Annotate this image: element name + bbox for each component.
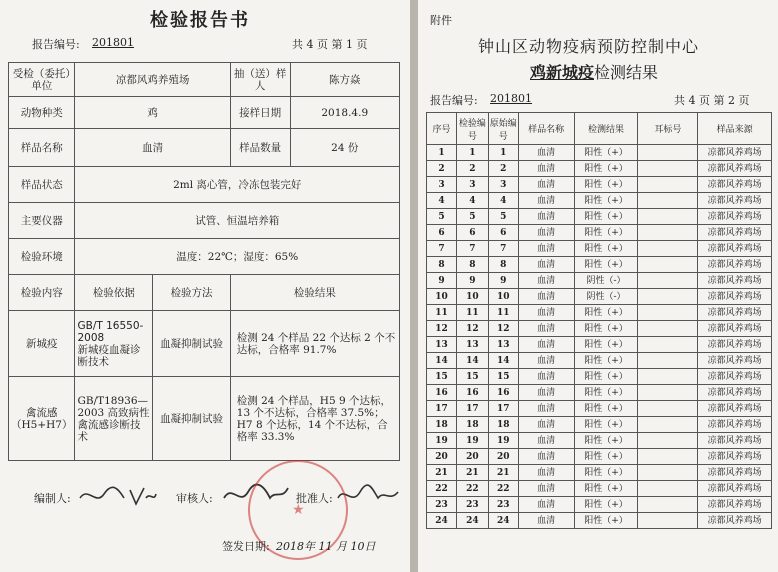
results-table [426, 112, 772, 529]
cell-index: 14 [427, 353, 457, 369]
cell-original-no: 22 [488, 481, 518, 497]
cell-result: 阳性（+） [574, 369, 638, 385]
cell-source: 凉都风养鸡场 [698, 177, 772, 193]
cell-index: 12 [427, 321, 457, 337]
cell-source: 凉都风养鸡场 [698, 497, 772, 513]
cell-source: 凉都风养鸡场 [698, 465, 772, 481]
table-row [427, 193, 772, 209]
header-sample-name: 样品名称 [518, 113, 574, 145]
result-title-rest: 检测结果 [594, 63, 659, 82]
report-title: 检验报告书 [150, 10, 250, 31]
cell-source: 凉都风养鸡场 [698, 481, 772, 497]
cell-index: 1 [427, 145, 457, 161]
cell-source: 凉都风养鸡场 [698, 209, 772, 225]
cell-test-no: 4 [456, 193, 488, 209]
table-row [427, 481, 772, 497]
cell-sample-name: 血清 [518, 401, 574, 417]
cell-index: 10 [427, 289, 457, 305]
cell-index: 21 [427, 465, 457, 481]
sample-qty-value: 24 份 [290, 129, 399, 167]
cell-sample-name: 血清 [518, 193, 574, 209]
cell-index: 23 [427, 497, 457, 513]
report-page-2 [418, 0, 778, 572]
reviewer-label: 审核人: [176, 492, 213, 505]
cell-result: 阳性（+） [574, 481, 638, 497]
cell-result: 阴性（-） [574, 289, 638, 305]
cell-test-no: 21 [456, 465, 488, 481]
cell-original-no: 19 [488, 433, 518, 449]
sampler-label: 抽（送）样人 [230, 63, 290, 97]
cell-ear-tag [638, 401, 698, 417]
cell-test-no: 23 [456, 497, 488, 513]
cell-source: 凉都风养鸡场 [698, 193, 772, 209]
cell-source: 凉都风养鸡场 [698, 161, 772, 177]
table-row [427, 465, 772, 481]
cell-test-no: 13 [456, 337, 488, 353]
cell-result: 阳性（+） [574, 513, 638, 529]
cell-ear-tag [638, 353, 698, 369]
cell-original-no: 20 [488, 449, 518, 465]
header-index: 序号 [427, 113, 457, 145]
cell-result: 阳性（+） [574, 225, 638, 241]
approver-label: 批准人: [296, 492, 333, 505]
cell-original-no: 23 [488, 497, 518, 513]
date-label: 接样日期 [230, 97, 290, 129]
cell-index: 22 [427, 481, 457, 497]
cell-source: 凉都风养鸡场 [698, 305, 772, 321]
cell-test-no: 8 [456, 257, 488, 273]
cell-result: 阳性（+） [574, 353, 638, 369]
cell-ear-tag [638, 305, 698, 321]
env-label: 检验环境 [9, 239, 75, 275]
cell-sample-name: 血清 [518, 321, 574, 337]
cell-sample-name: 血清 [518, 209, 574, 225]
cell-result: 阳性（+） [574, 337, 638, 353]
cell-result: 阳性（+） [574, 321, 638, 337]
cell-sample-name: 血清 [518, 465, 574, 481]
cell-ear-tag [638, 417, 698, 433]
cell-ear-tag [638, 225, 698, 241]
cell-original-no: 4 [488, 193, 518, 209]
cell-original-no: 8 [488, 257, 518, 273]
cell-result: 阳性（+） [574, 417, 638, 433]
cell-sample-name: 血清 [518, 417, 574, 433]
table-row [427, 305, 772, 321]
cell-index: 11 [427, 305, 457, 321]
header-test-no: 检验编号 [456, 113, 488, 145]
test-content: 新城疫 [9, 311, 75, 377]
cell-index: 17 [427, 401, 457, 417]
cell-original-no: 6 [488, 225, 518, 241]
cell-index: 15 [427, 369, 457, 385]
cell-sample-name: 血清 [518, 481, 574, 497]
cell-index: 19 [427, 433, 457, 449]
cell-test-no: 9 [456, 273, 488, 289]
table-row [427, 161, 772, 177]
cell-sample-name: 血清 [518, 369, 574, 385]
cell-source: 凉都风养鸡场 [698, 241, 772, 257]
cell-sample-name: 血清 [518, 225, 574, 241]
test-basis-desc: 新城疫血凝诊断技术 [77, 343, 141, 368]
page-info: 共 4 页 第 2 页 [674, 94, 750, 107]
cell-source: 凉都风养鸡场 [698, 369, 772, 385]
cell-source: 凉都风养鸡场 [698, 353, 772, 369]
cell-result: 阳性（+） [574, 257, 638, 273]
cell-test-no: 15 [456, 369, 488, 385]
page-info: 共 4 页 第 1 页 [292, 38, 368, 51]
cell-result: 阳性（+） [574, 497, 638, 513]
cell-test-no: 18 [456, 417, 488, 433]
table-row [427, 177, 772, 193]
cell-source: 凉都风养鸡场 [698, 337, 772, 353]
cell-ear-tag [638, 433, 698, 449]
cell-test-no: 6 [456, 225, 488, 241]
table-row [427, 337, 772, 353]
cell-ear-tag [638, 513, 698, 529]
cell-sample-name: 血清 [518, 289, 574, 305]
cell-sample-name: 血清 [518, 257, 574, 273]
cell-original-no: 16 [488, 385, 518, 401]
cell-source: 凉都风养鸡场 [698, 289, 772, 305]
header-basis: 检验依据 [75, 275, 153, 311]
cell-sample-name: 血清 [518, 337, 574, 353]
cell-sample-name: 血清 [518, 497, 574, 513]
cell-result: 阳性（+） [574, 401, 638, 417]
editor-label: 编制人: [34, 492, 71, 505]
cell-test-no: 10 [456, 289, 488, 305]
cell-index: 5 [427, 209, 457, 225]
species-label: 动物种类 [9, 97, 75, 129]
result-title-disease: 鸡新城疫 [530, 63, 595, 82]
center-title: 钟山区动物疫病预防控制中心 [478, 37, 700, 56]
header-result: 检测结果 [574, 113, 638, 145]
table-row [427, 385, 772, 401]
cell-original-no: 3 [488, 177, 518, 193]
table-row [427, 273, 772, 289]
cell-source: 凉都风养鸡场 [698, 385, 772, 401]
cell-test-no: 11 [456, 305, 488, 321]
test-basis-code: GB/T 16550-2008 [77, 319, 144, 344]
cell-result: 阳性（+） [574, 385, 638, 401]
cell-ear-tag [638, 177, 698, 193]
cell-index: 18 [427, 417, 457, 433]
cell-result: 阳性（+） [574, 305, 638, 321]
cell-index: 13 [427, 337, 457, 353]
cell-original-no: 13 [488, 337, 518, 353]
cell-original-no: 14 [488, 353, 518, 369]
cell-ear-tag [638, 481, 698, 497]
cell-test-no: 16 [456, 385, 488, 401]
test-result: 检测 24 个样品，H5 9 个达标，13 个不达标，合格率 37.5%；H7 8 个达标，14 个不达标，合格率 33.3% [230, 377, 399, 461]
cell-sample-name: 血清 [518, 385, 574, 401]
cell-sample-name: 血清 [518, 161, 574, 177]
instrument-label: 主要仪器 [9, 203, 75, 239]
env-value: 温度：22℃；湿度：65% [75, 239, 400, 275]
cell-ear-tag [638, 337, 698, 353]
cell-sample-name: 血清 [518, 145, 574, 161]
instrument-value: 试管、恒温培养箱 [75, 203, 400, 239]
cell-source: 凉都风养鸡场 [698, 433, 772, 449]
test-basis: GB/T18936—2003 高致病性禽流感诊断技术 [75, 377, 153, 461]
sampler-value: 陈方焱 [290, 63, 399, 97]
table-row [427, 321, 772, 337]
table-row [427, 497, 772, 513]
cell-index: 6 [427, 225, 457, 241]
cell-source: 凉都风养鸡场 [698, 225, 772, 241]
sample-name-value: 血清 [75, 129, 230, 167]
table-row [427, 209, 772, 225]
cell-index: 16 [427, 385, 457, 401]
cell-result: 阳性（+） [574, 433, 638, 449]
header-source: 样品来源 [698, 113, 772, 145]
cell-result: 阴性（-） [574, 273, 638, 289]
cell-ear-tag [638, 465, 698, 481]
table-row [427, 241, 772, 257]
cell-test-no: 19 [456, 433, 488, 449]
cell-test-no: 14 [456, 353, 488, 369]
test-basis [75, 311, 153, 377]
cell-source: 凉都风养鸡场 [698, 449, 772, 465]
test-method: 血凝抑制试验 [153, 311, 230, 377]
cell-source: 凉都风养鸡场 [698, 417, 772, 433]
state-label: 样品状态 [9, 167, 75, 203]
cell-original-no: 17 [488, 401, 518, 417]
table-row [427, 369, 772, 385]
cell-source: 凉都风养鸡场 [698, 257, 772, 273]
cell-ear-tag [638, 241, 698, 257]
cell-test-no: 3 [456, 177, 488, 193]
table-row [427, 353, 772, 369]
cell-original-no: 24 [488, 513, 518, 529]
cell-original-no: 21 [488, 465, 518, 481]
species-value: 鸡 [75, 97, 230, 129]
cell-original-no: 12 [488, 321, 518, 337]
header-result: 检验结果 [230, 275, 399, 311]
annex-label: 附件 [430, 14, 452, 27]
sign-date-label: 签发日期: [222, 540, 270, 553]
sample-name-label: 样品名称 [9, 129, 75, 167]
cell-sample-name: 血清 [518, 241, 574, 257]
cell-index: 20 [427, 449, 457, 465]
cell-ear-tag [638, 289, 698, 305]
cell-test-no: 12 [456, 321, 488, 337]
cell-test-no: 1 [456, 145, 488, 161]
report-number-label: 报告编号: [430, 94, 478, 107]
cell-result: 阳性（+） [574, 145, 638, 161]
cell-test-no: 24 [456, 513, 488, 529]
cell-original-no: 9 [488, 273, 518, 289]
cell-source: 凉都风养鸡场 [698, 273, 772, 289]
test-method: 血凝抑制试验 [153, 377, 230, 461]
cell-index: 9 [427, 273, 457, 289]
cell-sample-name: 血清 [518, 177, 574, 193]
cell-source: 凉都风养鸡场 [698, 401, 772, 417]
cell-original-no: 2 [488, 161, 518, 177]
editor-signature [78, 484, 158, 512]
cell-original-no: 18 [488, 417, 518, 433]
report-number-label: 报告编号: [32, 38, 80, 51]
cell-test-no: 7 [456, 241, 488, 257]
cell-test-no: 5 [456, 209, 488, 225]
state-value: 2ml 离心管，冷冻包装完好 [75, 167, 400, 203]
cell-result: 阳性（+） [574, 193, 638, 209]
cell-test-no: 20 [456, 449, 488, 465]
cell-sample-name: 血清 [518, 449, 574, 465]
cell-result: 阳性（+） [574, 241, 638, 257]
signature-scribble-icon [78, 484, 158, 508]
sign-date: 2018年 11 月 10日 [276, 540, 376, 553]
table-row [427, 225, 772, 241]
official-seal-icon: ★ [248, 460, 348, 560]
client-label: 受检（委托）单位 [9, 63, 75, 97]
cell-original-no: 15 [488, 369, 518, 385]
cell-source: 凉都风养鸡场 [698, 145, 772, 161]
cell-ear-tag [638, 161, 698, 177]
header-content: 检验内容 [9, 275, 75, 311]
report-table [8, 62, 400, 461]
cell-test-no: 2 [456, 161, 488, 177]
cell-ear-tag [638, 449, 698, 465]
sample-qty-label: 样品数量 [230, 129, 290, 167]
cell-result: 阳性（+） [574, 209, 638, 225]
cell-ear-tag [638, 369, 698, 385]
cell-ear-tag [638, 273, 698, 289]
cell-test-no: 17 [456, 401, 488, 417]
cell-result: 阳性（+） [574, 465, 638, 481]
table-row [427, 401, 772, 417]
cell-ear-tag [638, 257, 698, 273]
cell-sample-name: 血清 [518, 353, 574, 369]
table-row [427, 417, 772, 433]
cell-source: 凉都风养鸡场 [698, 321, 772, 337]
test-result: 检测 24 个样品 22 个达标 2 个不达标，合格率 91.7% [230, 311, 399, 377]
cell-original-no: 10 [488, 289, 518, 305]
cell-sample-name: 血清 [518, 305, 574, 321]
header-original-no: 原始编号 [488, 113, 518, 145]
cell-index: 2 [427, 161, 457, 177]
cell-ear-tag [638, 145, 698, 161]
cell-result: 阳性（+） [574, 177, 638, 193]
report-number: 201801 [92, 36, 134, 49]
cell-ear-tag [638, 193, 698, 209]
table-row [427, 145, 772, 161]
header-method: 检验方法 [153, 275, 230, 311]
cell-original-no: 1 [488, 145, 518, 161]
cell-source: 凉都风养鸡场 [698, 513, 772, 529]
table-row [427, 257, 772, 273]
cell-sample-name: 血清 [518, 273, 574, 289]
cell-result: 阳性（+） [574, 449, 638, 465]
report-number: 201801 [490, 92, 532, 105]
table-row [427, 513, 772, 529]
cell-sample-name: 血清 [518, 513, 574, 529]
cell-result: 阳性（+） [574, 161, 638, 177]
cell-ear-tag [638, 497, 698, 513]
cell-index: 24 [427, 513, 457, 529]
header-ear-tag: 耳标号 [638, 113, 698, 145]
cell-original-no: 5 [488, 209, 518, 225]
result-title [530, 60, 658, 83]
cell-index: 3 [427, 177, 457, 193]
table-row [427, 433, 772, 449]
client-value: 凉都风鸡养殖场 [75, 63, 230, 97]
table-row [427, 289, 772, 305]
cell-index: 8 [427, 257, 457, 273]
cell-ear-tag [638, 209, 698, 225]
cell-test-no: 22 [456, 481, 488, 497]
cell-original-no: 7 [488, 241, 518, 257]
cell-index: 7 [427, 241, 457, 257]
date-value: 2018.4.9 [290, 97, 399, 129]
cell-ear-tag [638, 321, 698, 337]
cell-sample-name: 血清 [518, 433, 574, 449]
cell-ear-tag [638, 385, 698, 401]
test-content: 禽流感（H5+H7） [9, 377, 75, 461]
table-row [427, 449, 772, 465]
cell-index: 4 [427, 193, 457, 209]
cell-original-no: 11 [488, 305, 518, 321]
